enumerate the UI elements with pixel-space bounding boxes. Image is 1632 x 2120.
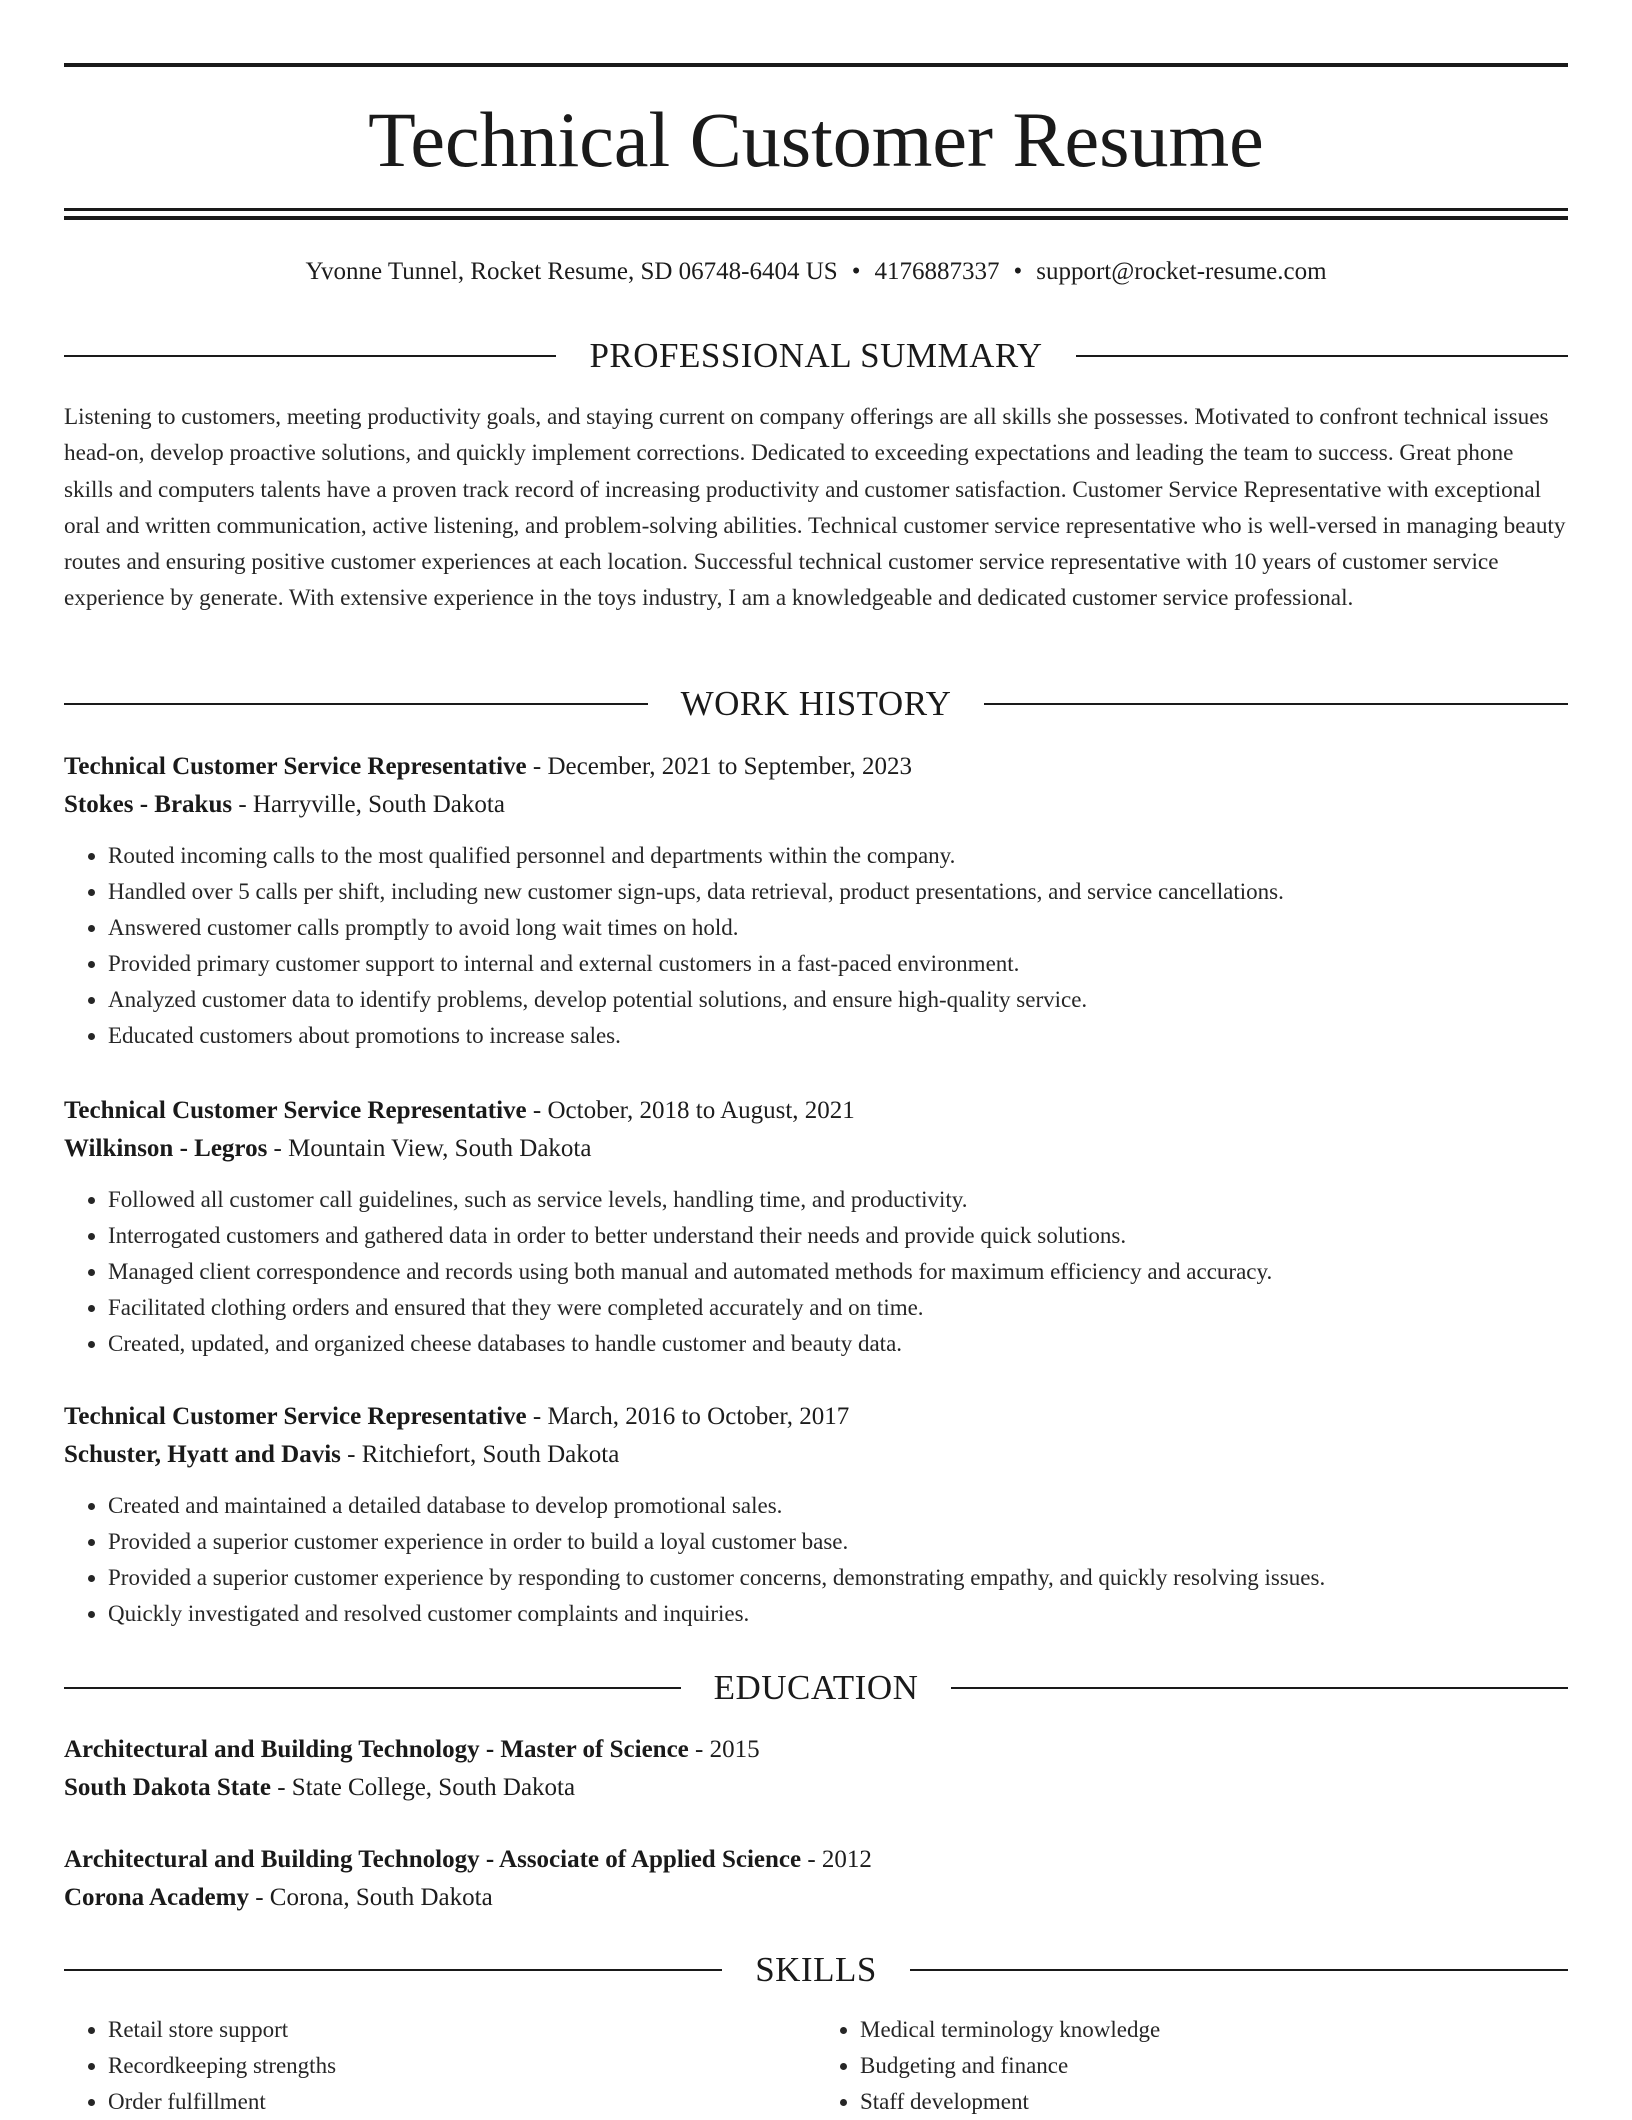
job-title: Technical Customer Service Representative	[64, 1403, 527, 1430]
job-location: - Mountain View, South Dakota	[267, 1135, 592, 1162]
education-year: - 2012	[801, 1846, 872, 1873]
education-degree: Architectural and Building Technology - Master of Science	[64, 1736, 689, 1763]
job-company: Wilkinson - Legros	[64, 1135, 268, 1162]
job-bullets	[64, 838, 1568, 1054]
heading-rule	[1076, 355, 1568, 357]
section-heading-skills	[64, 1948, 1568, 1992]
job-company: Stokes - Brakus	[64, 791, 233, 818]
contact-separator: •	[1013, 258, 1023, 285]
education-school: Corona Academy	[64, 1884, 249, 1911]
page-title: Technical Customer Resume	[368, 96, 1264, 183]
heading-rule	[984, 703, 1568, 705]
heading-rule	[64, 1969, 722, 1971]
list-item: • Interrogated customers and gathered data in order to better understand their needs and provide quick solutions.	[108, 1218, 1568, 1254]
list-item: • Managed client correspondence and records using both manual and automated methods for maximum efficiency and accuracy.	[108, 1254, 1568, 1290]
job-company: Schuster, Hyatt and Davis	[64, 1441, 341, 1468]
list-item: • Provided a superior customer experience by responding to customer concerns, demonstrating empathy, and quickly resolving issues.	[108, 1560, 1568, 1596]
contact-address: Yvonne Tunnel, Rocket Resume, SD 06748-6404 US	[305, 258, 838, 285]
skill-item: • Recordkeeping strengths	[108, 2048, 816, 2084]
job-bullets	[64, 1182, 1568, 1362]
section-label: PROFESSIONAL SUMMARY	[589, 336, 1043, 375]
list-item: • Analyzed customer data to identify problems, develop potential solutions, and ensure high-quality service.	[108, 982, 1568, 1018]
heading-rule	[951, 1687, 1568, 1689]
list-item: • Created, updated, and organized cheese databases to handle customer and beauty data.	[108, 1326, 1568, 1362]
section-heading-summary	[64, 334, 1568, 378]
list-item: • Facilitated clothing orders and ensured that they were completed accurately and on time.	[108, 1290, 1568, 1326]
list-item: • Routed incoming calls to the most qualified personnel and departments within the company.	[108, 838, 1568, 874]
top-rule	[64, 63, 1568, 67]
list-item: • Handled over 5 calls per shift, including new customer sign-ups, data retrieval, product presentations, and service cancellations.	[108, 874, 1568, 910]
education-entry	[64, 1841, 1568, 1917]
section-label: SKILLS	[755, 1950, 877, 1989]
section-heading-education	[64, 1666, 1568, 1710]
contact-separator: •	[851, 258, 861, 285]
title-double-rule	[64, 208, 1568, 220]
skill-item: • Medical terminology knowledge	[860, 2012, 1568, 2048]
contact-email: support@rocket-resume.com	[1036, 258, 1327, 285]
education-degree: Architectural and Building Technology - Associate of Applied Science	[64, 1846, 802, 1873]
education-year: - 2015	[688, 1736, 760, 1763]
job-dates: - October, 2018 to August, 2021	[526, 1097, 855, 1124]
list-item: • Provided primary customer support to internal and external customers in a fast-paced environment.	[108, 946, 1568, 982]
skills-columns	[64, 2012, 1568, 2120]
contact-line	[64, 252, 1568, 292]
heading-rule	[910, 1969, 1568, 1971]
skill-item: • Order fulfillment	[108, 2084, 816, 2120]
education-location: - State College, South Dakota	[270, 1774, 576, 1801]
list-item: • Provided a superior customer experience in order to build a loyal customer base.	[108, 1524, 1568, 1560]
skills-list-left	[64, 2012, 816, 2120]
skill-item: • Budgeting and finance	[860, 2048, 1568, 2084]
skill-item: • Staff development	[860, 2084, 1568, 2120]
job-title: Technical Customer Service Representative	[64, 753, 527, 780]
contact-phone: 4176887337	[874, 258, 1000, 285]
list-item: • Educated customers about promotions to increase sales.	[108, 1018, 1568, 1054]
section-heading-work-history	[64, 682, 1568, 726]
job-entry	[64, 1398, 1568, 1632]
heading-rule	[64, 703, 648, 705]
job-dates: - March, 2016 to October, 2017	[526, 1403, 850, 1430]
list-item: • Created and maintained a detailed database to develop promotional sales.	[108, 1488, 1568, 1524]
education-entry	[64, 1731, 1568, 1807]
job-location: - Ritchiefort, South Dakota	[340, 1441, 620, 1468]
education-location: - Corona, South Dakota	[248, 1884, 493, 1911]
skill-item: • Retail store support	[108, 2012, 816, 2048]
list-item: • Answered customer calls promptly to avoid long wait times on hold.	[108, 910, 1568, 946]
heading-rule	[64, 355, 556, 357]
job-title: Technical Customer Service Representative	[64, 1097, 527, 1124]
skills-list-right	[816, 2012, 1568, 2120]
job-entry	[64, 1092, 1568, 1362]
list-item: • Followed all customer call guidelines, such as service levels, handling time, and productivity.	[108, 1182, 1568, 1218]
job-bullets	[64, 1488, 1568, 1632]
summary-paragraph: Listening to customers, meeting productivity goals, and staying current on company offerings are all skills she possesses. Motivated to confront technical issues head-on, develop proactive solutions, and quickly implement corrections. Dedicated to exceeding expectations and leading the team to success. Great phone skills and computers talents have a proven track record of increasing productivity and customer satisfaction. Customer Service Representative with exceptional oral and written communication, active listening, and problem-solving abilities. Technical customer service representative who is well-versed in managing beauty routes and ensuring positive customer experiences at each location. Successful technical customer service representative with 10 years of customer service experience by generate. With extensive experience in the toys industry, I am a knowledgeable and dedicated customer service professional.	[64, 404, 1566, 612]
job-location: - Harryville, South Dakota	[232, 791, 505, 818]
education-school: South Dakota State	[64, 1774, 271, 1801]
section-label: EDUCATION	[713, 1668, 919, 1707]
list-item: • Quickly investigated and resolved customer complaints and inquiries.	[108, 1596, 1568, 1632]
section-label: WORK HISTORY	[680, 684, 952, 723]
job-entry	[64, 748, 1568, 1054]
job-dates: - December, 2021 to September, 2023	[526, 753, 913, 780]
heading-rule	[64, 1687, 681, 1689]
